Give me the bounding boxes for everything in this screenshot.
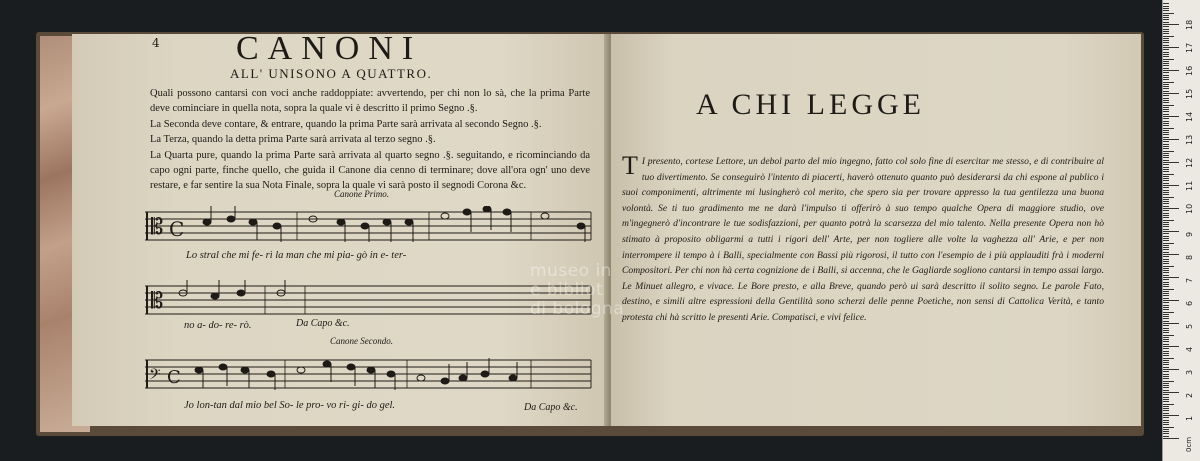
ruler-tick xyxy=(1163,6,1169,7)
ruler-tick xyxy=(1163,88,1169,89)
ruler-tick xyxy=(1163,367,1169,368)
svg-text:𝄡: 𝄡 xyxy=(151,289,164,314)
ruler-tick xyxy=(1163,164,1169,165)
canon-primo-label: Canone Primo. xyxy=(334,189,389,199)
ruler-number: 8 xyxy=(1185,254,1194,260)
ruler-tick xyxy=(1163,33,1169,34)
ruler-tick xyxy=(1163,49,1169,50)
ruler-tick xyxy=(1163,355,1169,356)
ruler-tick xyxy=(1163,86,1169,87)
ruler-tick xyxy=(1163,392,1179,393)
ruler-tick xyxy=(1163,243,1174,244)
ruler-tick xyxy=(1163,431,1169,432)
ruler-tick xyxy=(1163,383,1169,384)
ruler-tick xyxy=(1163,84,1169,85)
ruler-tick xyxy=(1163,61,1169,62)
ruler-number: 14 xyxy=(1185,111,1194,122)
ruler-tick xyxy=(1163,293,1169,294)
ruler-tick xyxy=(1163,123,1169,124)
ruler-tick xyxy=(1163,438,1179,439)
page-number: 4 xyxy=(152,36,160,50)
ruler-tick xyxy=(1163,70,1179,71)
ruler-tick xyxy=(1163,42,1169,43)
ruler-number: 9 xyxy=(1185,231,1194,237)
ruler-tick xyxy=(1163,65,1169,66)
ruler-tick xyxy=(1163,137,1169,138)
ruler-tick xyxy=(1163,91,1169,92)
ruler-tick xyxy=(1163,410,1169,411)
ruler-tick xyxy=(1163,420,1169,421)
ruler-tick xyxy=(1163,376,1169,377)
instruction-paragraph: La Seconda deve contare, & entrare, quando la prima Parte sarà arrivata al secondo Segno .§. xyxy=(150,118,542,130)
ruler-tick xyxy=(1163,305,1169,306)
ruler-tick xyxy=(1163,155,1169,156)
page-subtitle: ALL' UNISONO A QUATTRO. xyxy=(230,66,433,81)
ruler-tick xyxy=(1163,8,1169,9)
ruler-tick xyxy=(1163,362,1169,363)
ruler-tick xyxy=(1163,279,1169,280)
da-capo-primo: Da Capo &c. xyxy=(296,318,350,329)
ruler-tick xyxy=(1163,364,1169,365)
ruler-tick xyxy=(1163,312,1174,313)
ruler-tick xyxy=(1163,10,1169,11)
ruler-tick xyxy=(1163,56,1169,57)
ruler-tick xyxy=(1163,105,1174,106)
ruler-tick xyxy=(1163,153,1169,154)
ruler-tick xyxy=(1163,213,1169,214)
ruler-tick xyxy=(1163,291,1169,292)
ruler-tick xyxy=(1163,121,1169,122)
ruler-tick xyxy=(1163,118,1169,119)
ruler-tick xyxy=(1163,187,1169,188)
ruler-number: 4 xyxy=(1185,346,1194,352)
ruler-tick xyxy=(1163,38,1169,39)
ruler-tick xyxy=(1163,22,1169,23)
canon-instructions xyxy=(150,86,590,194)
ruler-tick xyxy=(1163,199,1169,200)
ruler-tick xyxy=(1163,100,1169,101)
ruler-number: 5 xyxy=(1185,323,1194,329)
watermark-line: museo in xyxy=(530,261,612,281)
ruler-tick xyxy=(1163,417,1169,418)
ruler-tick xyxy=(1163,144,1169,145)
ruler-tick xyxy=(1163,194,1169,195)
ruler-tick xyxy=(1163,415,1179,416)
ruler-number: 3 xyxy=(1185,369,1194,375)
ruler-tick xyxy=(1163,318,1169,319)
ruler-tick xyxy=(1163,157,1169,158)
ruler-tick xyxy=(1163,77,1169,78)
ruler-tick xyxy=(1163,300,1179,301)
ruler-tick xyxy=(1163,247,1169,248)
ruler-tick xyxy=(1163,277,1179,278)
ruler-tick xyxy=(1163,17,1169,18)
ruler-tick xyxy=(1163,82,1174,83)
instruction-paragraph: Quali possono cantarsi con voci anche raddoppiate: avvertendo, per chi non lo sà, che la prima Parte deve cominciare in quella nota, sopra la quale vi è descritto il primo Segno .§. xyxy=(150,88,590,115)
ruler-tick xyxy=(1163,130,1169,131)
ruler-tick xyxy=(1163,266,1174,267)
music-staff-2 xyxy=(145,280,593,320)
ruler-tick xyxy=(1163,378,1169,379)
ruler-tick xyxy=(1163,433,1169,434)
canon-secondo-lyrics: Jo lon-tan dal mio bel So- le pro- vo ri- gi- do gel. xyxy=(184,400,396,411)
ruler-tick xyxy=(1163,344,1169,345)
ruler-tick xyxy=(1163,141,1169,142)
ruler-tick xyxy=(1163,98,1169,99)
ruler-number: 12 xyxy=(1185,157,1194,168)
ruler-tick xyxy=(1163,13,1174,14)
ruler-tick xyxy=(1163,171,1169,172)
ruler-tick xyxy=(1163,335,1174,336)
ruler-tick xyxy=(1163,422,1169,423)
ruler-tick xyxy=(1163,132,1169,133)
ruler-tick xyxy=(1163,116,1179,117)
ruler-tick xyxy=(1163,387,1169,388)
ruler-tick xyxy=(1163,109,1169,110)
ruler-tick xyxy=(1163,390,1169,391)
ruler-tick xyxy=(1163,220,1174,221)
ruler-tick xyxy=(1163,114,1169,115)
museum-watermark xyxy=(530,262,624,319)
ruler-tick xyxy=(1163,406,1169,407)
ruler-tick xyxy=(1163,231,1179,232)
ruler-tick xyxy=(1163,394,1169,395)
ruler-tick xyxy=(1163,128,1174,129)
ruler-number: 1 xyxy=(1185,415,1194,421)
measurement-ruler xyxy=(1162,0,1200,461)
ruler-tick xyxy=(1163,272,1169,273)
ruler-tick xyxy=(1163,385,1169,386)
svg-text:𝄢: 𝄢 xyxy=(149,366,161,387)
ruler-tick xyxy=(1163,134,1169,135)
ruler-tick xyxy=(1163,263,1169,264)
svg-text:𝄡: 𝄡 xyxy=(151,215,164,240)
svg-text:C: C xyxy=(167,367,181,388)
ruler-tick xyxy=(1163,192,1169,193)
ruler-number: 13 xyxy=(1185,134,1194,145)
ruler-tick xyxy=(1163,325,1169,326)
ruler-tick xyxy=(1163,224,1169,225)
ruler-tick xyxy=(1163,314,1169,315)
ruler-tick xyxy=(1163,309,1169,310)
ruler-unit-label: 0cm xyxy=(1185,436,1193,452)
ruler-tick xyxy=(1163,29,1169,30)
instruction-paragraph: La Quarta pure, quando la prima Parte sarà arrivata al quarto segno .§. seguitando, e ricominciando da capo ogni parte, finche quello, che guida il Canone dia cenno di terminare; dove all'ora ogn' uno deve restare, e far sentire la sua Nota Finale, sopra la quale vi sarà posto il segnodi Corona &c. xyxy=(150,149,590,192)
ruler-tick xyxy=(1163,424,1169,425)
ruler-tick xyxy=(1163,369,1179,370)
ruler-tick xyxy=(1163,3,1169,4)
ruler-tick xyxy=(1163,245,1169,246)
ruler-tick xyxy=(1163,19,1169,20)
ruler-tick xyxy=(1163,268,1169,269)
music-staff-3 xyxy=(145,354,593,394)
ruler-tick xyxy=(1163,240,1169,241)
ruler-tick xyxy=(1163,206,1169,207)
ruler-tick xyxy=(1163,427,1174,428)
ruler-tick xyxy=(1163,79,1169,80)
music-staff-1 xyxy=(145,206,593,246)
ruler-tick xyxy=(1163,229,1169,230)
ruler-tick xyxy=(1163,222,1169,223)
canon-primo-lyrics-1: Lo stral che mi fe- rì la man che mi pia- gò in e- ter- xyxy=(186,250,407,261)
ruler-tick xyxy=(1163,321,1169,322)
ruler-tick xyxy=(1163,174,1174,175)
ruler-tick xyxy=(1163,295,1169,296)
ruler-tick xyxy=(1163,59,1174,60)
ruler-tick xyxy=(1163,413,1169,414)
ruler-tick xyxy=(1163,72,1169,73)
ruler-tick xyxy=(1163,360,1169,361)
ruler-tick xyxy=(1163,151,1174,152)
ruler-tick xyxy=(1163,125,1169,126)
ruler-tick xyxy=(1163,289,1174,290)
ruler-tick xyxy=(1163,52,1169,53)
ruler-tick xyxy=(1163,148,1169,149)
ruler-tick xyxy=(1163,26,1169,27)
ruler-tick xyxy=(1163,185,1179,186)
ruler-tick xyxy=(1163,256,1169,257)
ruler-tick xyxy=(1163,160,1169,161)
ruler-tick xyxy=(1163,208,1179,209)
ruler-tick xyxy=(1163,45,1169,46)
ruler-tick xyxy=(1163,24,1179,25)
ruler-tick xyxy=(1163,183,1169,184)
ruler-number: 2 xyxy=(1185,392,1194,398)
ruler-tick xyxy=(1163,40,1169,41)
ruler-number: 10 xyxy=(1185,203,1194,214)
ruler-number: 6 xyxy=(1185,300,1194,306)
canon-secondo-label: Canone Secondo. xyxy=(330,336,393,346)
ruler-tick xyxy=(1163,176,1169,177)
ruler-tick xyxy=(1163,436,1169,437)
page-title-canoni: CANONI xyxy=(236,30,423,67)
ruler-tick xyxy=(1163,252,1169,253)
ruler-number: 7 xyxy=(1185,277,1194,283)
ruler-tick xyxy=(1163,203,1169,204)
drop-cap-letter: T xyxy=(622,151,638,180)
ruler-tick xyxy=(1163,330,1169,331)
ruler-tick xyxy=(1163,190,1169,191)
svg-text:C: C xyxy=(169,217,185,241)
ruler-tick xyxy=(1163,180,1169,181)
ruler-tick xyxy=(1163,215,1169,216)
ruler-tick xyxy=(1163,167,1169,168)
ruler-tick xyxy=(1163,15,1169,16)
preface-body: I presento, cortese Lettore, un debol parto del mio ingegno, fatto col solo fine di esercitar me stesso, e di contribuire al tuo divertimento. Se conseguirò l'intento di piacerti, haverò ottenuto quanto può desiderarsi da chi espone al publico i suoi componimenti, altrimente mi lusingherò col merito, che spero sia per trovare appresso la tua gentilezza una buona volontà. Se ti tuo gradimento me ne darà l'impulso ti offerirò à suo tempo qualche Opera di maggiore studio, ove m'ingegnerò d'incontrare le tue sodisfazzioni, per quanto potrà la scarsezza del mio talento. Nella presente Opera non hò stimato à proposito obligarmi a tutti i rigori dell' Arte, per non togliere alle volte la vaghezza all' Arie, e per non interrompere il tempo à i Balli, specialmente con Bassi più rigorosi, il tutto con l'esempio de i più applauditi frà i moderni Compositori. Per chi non hà certa cognizione de i Balli, si accenna, che le Gagliarde sogliono cantarsi in tempo assai largo. Le Minuet allegro, e vivace. Le Bore presto, e alla Breve, quando però ui sarà descritto il solito segno. Le parole Fato, destino, e simili altre espressioni della Gentilità sono scherzi delle penne Poetiche, non sensi di Cattolica Verità, e tanto protesta chi hà scritto le presenti Arie. Compatisci, e vivi felice. xyxy=(622,156,1104,323)
ruler-number: 15 xyxy=(1185,88,1194,99)
ruler-tick xyxy=(1163,341,1169,342)
ruler-tick xyxy=(1163,169,1169,170)
ruler-tick xyxy=(1163,201,1169,202)
ruler-tick xyxy=(1163,47,1179,48)
ruler-tick xyxy=(1163,233,1169,234)
instruction-paragraph: La Terza, quando la detta prima Parte sarà arrivata al terzo segno .§. xyxy=(150,134,436,146)
ruler-tick xyxy=(1163,358,1174,359)
ruler-tick xyxy=(1163,111,1169,112)
ruler-tick xyxy=(1163,307,1169,308)
ruler-number: 16 xyxy=(1185,65,1194,76)
ruler-tick xyxy=(1163,238,1169,239)
ruler-tick xyxy=(1163,146,1169,147)
ruler-tick xyxy=(1163,31,1169,32)
ruler-tick xyxy=(1163,197,1174,198)
ruler-tick xyxy=(1163,139,1179,140)
ruler-tick xyxy=(1163,226,1169,227)
ruler-tick xyxy=(1163,162,1179,163)
da-capo-secondo: Da Capo &c. xyxy=(524,402,578,413)
ruler-tick xyxy=(1163,339,1169,340)
ruler-tick xyxy=(1163,259,1169,260)
canon-primo-lyrics-2: no a- do- re- rò. xyxy=(184,320,252,331)
ruler-tick xyxy=(1163,95,1169,96)
ruler-tick xyxy=(1163,328,1169,329)
ruler-tick xyxy=(1163,236,1169,237)
ruler-tick xyxy=(1163,36,1174,37)
ruler-tick xyxy=(1163,374,1169,375)
ruler-tick xyxy=(1163,210,1169,211)
ruler-tick xyxy=(1163,408,1169,409)
ruler-tick xyxy=(1163,275,1169,276)
ruler-number: 11 xyxy=(1185,180,1194,191)
page-title-a-chi-legge: A CHI LEGGE xyxy=(696,88,925,121)
preface-text xyxy=(622,151,1104,326)
ruler-tick xyxy=(1163,249,1169,250)
watermark-line: di bologna xyxy=(530,299,625,319)
ruler-tick xyxy=(1163,348,1169,349)
ruler-tick xyxy=(1163,63,1169,64)
ruler-tick xyxy=(1163,54,1169,55)
ruler-tick xyxy=(1163,107,1169,108)
ruler-tick xyxy=(1163,217,1169,218)
ruler-tick xyxy=(1163,337,1169,338)
ruler-tick xyxy=(1163,323,1179,324)
ruler-tick xyxy=(1163,346,1179,347)
ruler-tick xyxy=(1163,261,1169,262)
ruler-tick xyxy=(1163,381,1174,382)
ruler-number: 17 xyxy=(1185,42,1194,53)
ruler-tick xyxy=(1163,298,1169,299)
ruler-tick xyxy=(1163,254,1179,255)
ruler-tick xyxy=(1163,371,1169,372)
ruler-tick xyxy=(1163,351,1169,352)
ruler-tick xyxy=(1163,68,1169,69)
ruler-tick xyxy=(1163,401,1169,402)
ruler-tick xyxy=(1163,404,1174,405)
ruler-tick xyxy=(1163,286,1169,287)
ruler-tick xyxy=(1163,429,1169,430)
ruler-tick xyxy=(1163,270,1169,271)
ruler-tick xyxy=(1163,102,1169,103)
ruler-tick xyxy=(1163,93,1179,94)
ruler-tick xyxy=(1163,399,1169,400)
ruler-tick xyxy=(1163,284,1169,285)
ruler-number: 18 xyxy=(1185,19,1194,30)
watermark-line: e bibliot xyxy=(530,280,604,300)
ruler-tick xyxy=(1163,353,1169,354)
ruler-tick xyxy=(1163,282,1169,283)
ruler-tick xyxy=(1163,397,1169,398)
ruler-tick xyxy=(1163,75,1169,76)
ruler-tick xyxy=(1163,332,1169,333)
ruler-tick xyxy=(1163,302,1169,303)
ruler-tick xyxy=(1163,178,1169,179)
ruler-tick xyxy=(1163,316,1169,317)
